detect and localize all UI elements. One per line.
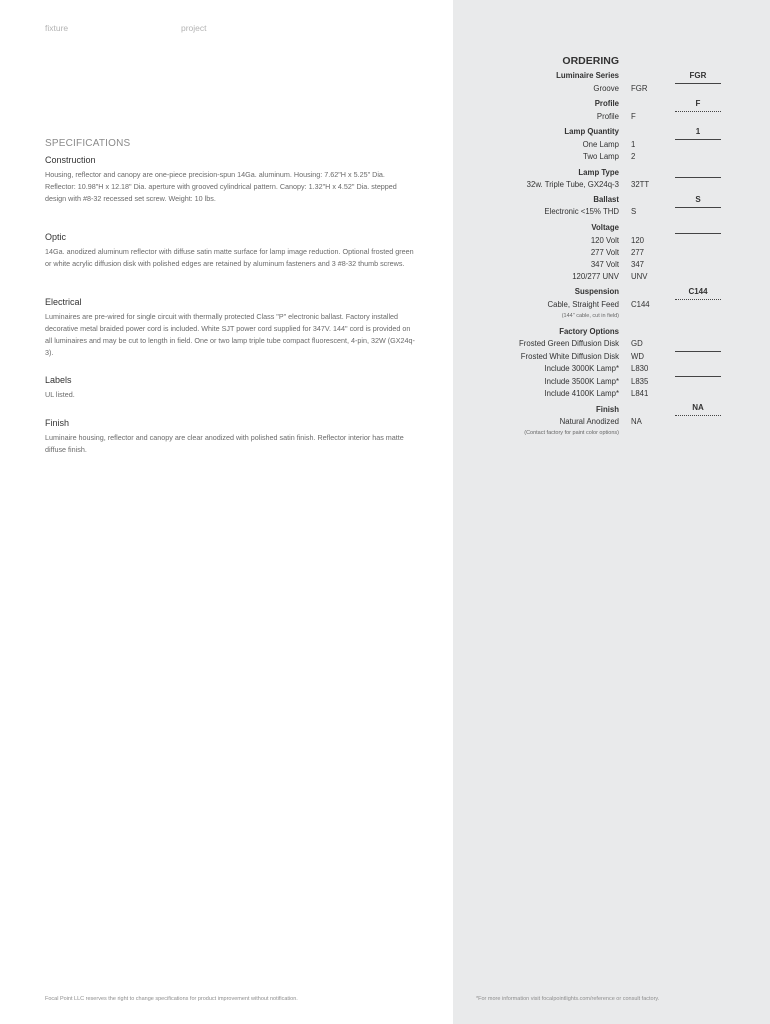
section-heading: Optic: [45, 232, 67, 242]
ordering-category: [453, 223, 770, 235]
ordering-row-label: Profile: [594, 99, 619, 108]
ordering-code-slot[interactable]: NA: [675, 403, 721, 416]
ordering-row-code: L835: [631, 377, 649, 386]
ordering-category: [453, 127, 770, 139]
section-text: Luminaire housing, reflector and canopy are clear anodized with polished satin finish. Reflector interior has matte diffuse finish.: [45, 433, 404, 454]
ordering-row-code: C144: [631, 300, 650, 309]
ordering-row-label: (144" cable, cut in field): [561, 313, 619, 319]
ordering-row-label: Ballast: [593, 195, 619, 204]
ordering-option: [453, 352, 770, 364]
ordering-category: [453, 405, 770, 417]
ordering-row-label: One Lamp: [582, 140, 619, 149]
ordering-row-label: Include 3000K Lamp*: [544, 364, 619, 373]
ordering-category: [453, 71, 770, 83]
ordering-row-code: 120: [631, 236, 645, 245]
section-text: 14Ga. anodized aluminum reflector with diffuse satin matte surface for lamp image reduction. Optional frosted green or white acrylic diffusion disk with polished edges are retained by aluminum fasteners and 3 #8-32 thumb screws.: [45, 247, 414, 268]
ordering-row-code: GD: [631, 339, 643, 348]
ordering-category: [453, 195, 770, 207]
spec-section-optic: [45, 232, 415, 270]
ordering-note: [453, 430, 770, 442]
ordering-row-label: 120/277 UNV: [572, 272, 619, 281]
ordering-row-label: 277 Volt: [590, 248, 619, 257]
ordering-option: [453, 389, 770, 401]
ordering-row-code: 1: [631, 140, 636, 149]
ordering-option: [453, 180, 770, 192]
ordering-code-slot[interactable]: F: [675, 99, 721, 112]
section-heading: Labels: [45, 375, 72, 385]
ordering-row-label: 120 Volt: [590, 236, 619, 245]
ordering-row-label: 32w. Triple Tube, GX24q-3: [526, 180, 619, 189]
ordering-option: [453, 207, 770, 219]
section-heading: Construction: [45, 155, 96, 165]
section-text: UL listed.: [45, 390, 75, 399]
ordering-row-code: 2: [631, 152, 636, 161]
ordering-row-code: 347: [631, 260, 645, 269]
ordering-option: [453, 140, 770, 152]
ordering-option: [453, 236, 770, 248]
spec-section-electrical: [45, 297, 415, 359]
ordering-row-code: L841: [631, 389, 649, 398]
spec-section-labels: [45, 375, 415, 401]
ordering-code-slot[interactable]: [675, 339, 721, 352]
ordering-row-label: 347 Volt: [590, 260, 619, 269]
ordering-row-label: Lamp Quantity: [564, 127, 619, 136]
ordering-option: [453, 84, 770, 96]
ordering-note: [453, 313, 770, 325]
ordering-row-code: 277: [631, 248, 645, 257]
ordering-option: [453, 417, 770, 429]
ordering-category: [453, 287, 770, 299]
ordering-code-slot[interactable]: FGR: [675, 71, 721, 84]
ordering-option: [453, 300, 770, 312]
fixture-label: fixture: [45, 23, 69, 33]
ordering-row-label: Electronic <15% THD: [544, 207, 619, 216]
ordering-category: [453, 327, 770, 339]
ordering-row-label: Natural Anodized: [559, 417, 619, 426]
ordering-row-code: 32TT: [631, 180, 650, 189]
ordering-code-slot[interactable]: [675, 364, 721, 377]
ordering-row-code: L830: [631, 364, 649, 373]
ordering-row-label: Luminaire Series: [556, 71, 619, 80]
ordering-option: [453, 152, 770, 164]
footer-reference: *For more information visit focalpointlights.com/reference or consult factory.: [476, 996, 660, 1002]
spec-section-construction: [45, 155, 415, 205]
ordering-row-label: Include 4100K Lamp*: [544, 389, 619, 398]
ordering-row-label: Voltage: [591, 223, 619, 232]
specifications-title: SPECIFICATIONS: [45, 138, 131, 149]
section-heading: Finish: [45, 418, 70, 428]
ordering-code-slot[interactable]: S: [675, 195, 721, 208]
ordering-option: [453, 272, 770, 284]
ordering-row-code: S: [631, 207, 637, 216]
ordering-option: [453, 248, 770, 260]
ordering-row-label: Suspension: [574, 287, 619, 296]
ordering-row-label: Finish: [596, 405, 619, 414]
ordering-row-code: NA: [631, 417, 642, 426]
footer-disclaimer: Focal Point LLC reserves the right to change specifications for product improvement without notification.: [45, 996, 298, 1002]
section-text: Luminaires are pre-wired for single circuit with thermally protected Class "P" electronic ballast. Factory installed decorative metal braided power cord is included. White SJT power cord supplied for 347V. 144" cord is provided on all luminaires and may be cut to length in field. One or two lamp triple tube compact fluorescent, 4-pin, 32W (GX24q-3).: [45, 312, 415, 357]
ordering-code-slot[interactable]: [675, 221, 721, 234]
ordering-title: ORDERING: [562, 55, 619, 67]
ordering-row-label: Frosted Green Diffusion Disk: [519, 339, 619, 348]
ordering-code-slot[interactable]: 1: [675, 127, 721, 140]
ordering-row-label: Groove: [593, 84, 619, 93]
ordering-row-label: Cable, Straight Feed: [547, 300, 619, 309]
ordering-row-label: Frosted White Diffusion Disk: [520, 352, 619, 361]
project-label: project: [181, 23, 207, 33]
ordering-row-code: F: [631, 112, 636, 121]
ordering-code-slot[interactable]: C144: [675, 287, 721, 300]
ordering-category: [453, 168, 770, 180]
ordering-row-label: Include 3500K Lamp*: [544, 377, 619, 386]
ordering-row-label: (Contact factory for paint color options): [524, 430, 619, 436]
ordering-row-code: UNV: [631, 272, 648, 281]
ordering-option: [453, 377, 770, 389]
ordering-row-code: FGR: [631, 84, 648, 93]
ordering-row-label: Profile: [596, 112, 619, 121]
ordering-row-code: WD: [631, 352, 644, 361]
section-heading: Electrical: [45, 297, 82, 307]
ordering-category: [453, 99, 770, 111]
section-text: Housing, reflector and canopy are one-piece precision-spun 14Ga. aluminum. Housing: 7.62"H x 5.25" Dia. Reflector: 10.98"H x 12.18" Dia. aperture with grooved cylindrical pattern. Canopy: 1.32"H x 4.52" Dia. stepped design with #8-32 recessed set screw. Weight: 10 lbs.: [45, 170, 397, 203]
ordering-option: [453, 364, 770, 376]
ordering-option: [453, 339, 770, 351]
ordering-row-label: Lamp Type: [578, 168, 619, 177]
ordering-row-label: Two Lamp: [583, 152, 619, 161]
ordering-option: [453, 260, 770, 272]
ordering-row-label: Factory Options: [559, 327, 619, 336]
ordering-code-slot[interactable]: [675, 165, 721, 178]
spec-section-finish: [45, 418, 415, 456]
ordering-option: [453, 112, 770, 124]
